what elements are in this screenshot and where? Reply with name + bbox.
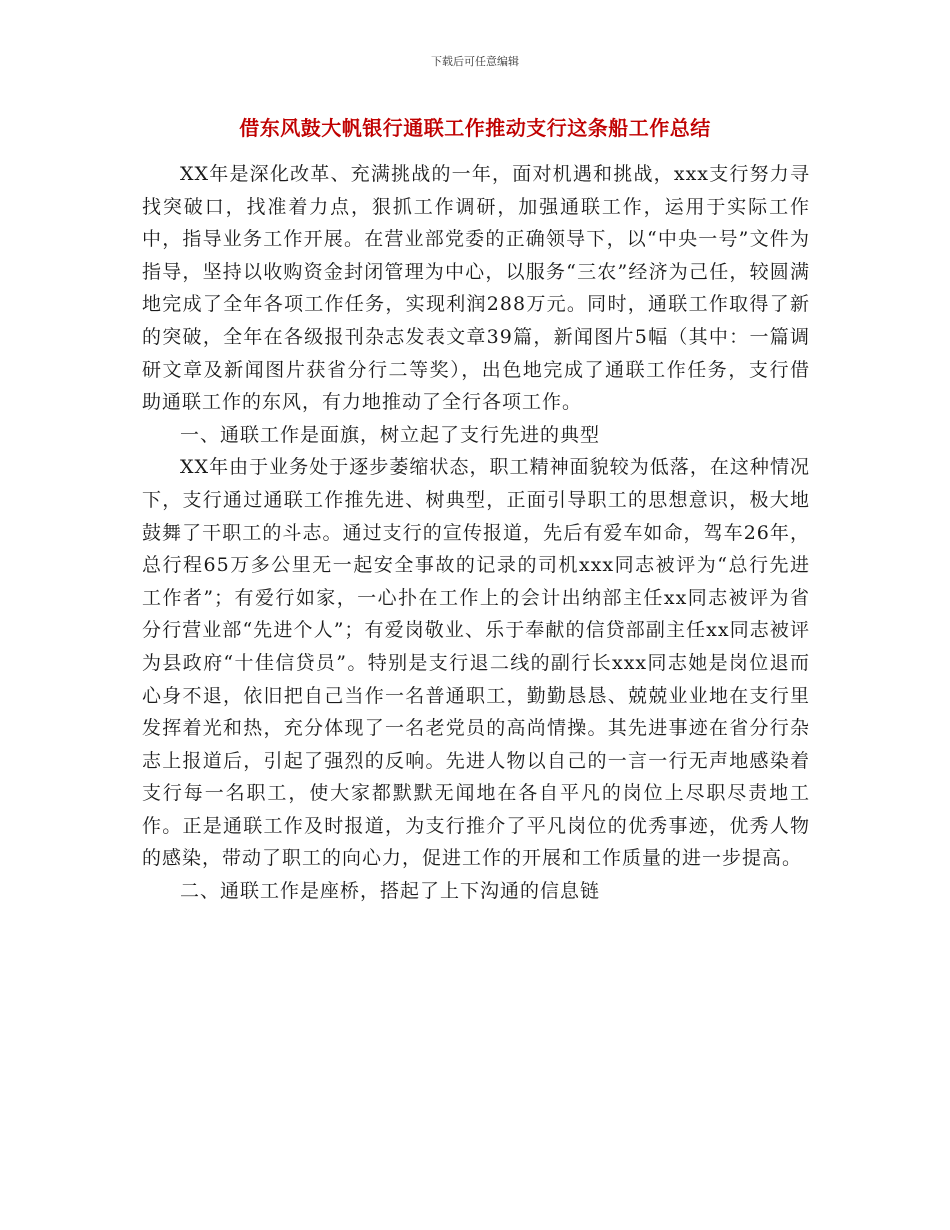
document-body [142,158,810,908]
section-heading-1: 一、通联工作是面旗，树立起了支行先进的典型 [180,423,601,446]
header-note: 下载后可任意编辑 [431,55,519,68]
section-heading-2: 二、通联工作是座桥，搭起了上下沟通的信息链 [180,880,601,903]
paragraph-intro: XX年是深化改革、充满挑战的一年，面对机遇和挑战，xxx支行努力寻找突破口，找准着力点，狠抓工作调研，加强通联工作，运用于实际工作中，指导业务工作开展。在营业部党委的正确领导下，以“中央一号”文件为指导，坚持以收购资金封闭管理为中心，以服务“三农”经济为己任，较圆满地完成了全年各项工作任务，实现利润288万元。同时，通联工作取得了新的突破，全年在各级报刊杂志发表文章39篇，新闻图片5幅（其中：一篇调研文章及新闻图片获省分行二等奖），出色地完成了通联工作任务，支行借助通联工作的东风，有力地推动了全行各项工作。 [142,163,810,414]
paragraph-section-1: XX年由于业务处于逐步萎缩状态，职工精神面貌较为低落，在这种情况下，支行通过通联工作推先进、树典型，正面引导职工的思想意识，极大地鼓舞了干职工的斗志。通过支行的宣传报道，先后有爱车如命，驾车26年，总行程65万多公里无一起安全事故的记录的司机xxx同志被评为“总行先进工作者”；有爱行如家，一心扑在工作上的会计出纳部主任xx同志被评为省分行营业部“先进个人”；有爱岗敬业、乐于奉献的信贷部副主任xx同志被评为县政府“十佳信贷员”。特别是支行退二线的副行长xxx同志她是岗位退而心身不退，依旧把自己当作一名普通职工，勤勤恳恳、兢兢业业地在支行里发挥着光和热，充分体现了一名老党员的高尚情操。其先进事迹在省分行杂志上报道后，引起了强烈的反响。先进人物以自己的一言一行无声地感染着支行每一名职工，使大家都默默无闻地在各自平凡的岗位上尽职尽责地工作。正是通联工作及时报道，为支行推介了平凡岗位的优秀事迹，优秀人物的感染，带动了职工的向心力，促进工作的开展和工作质量的进一步提高。 [142,456,810,870]
document-title: 借东风鼓大帆银行通联工作推动支行这条船工作总结 [239,116,711,140]
